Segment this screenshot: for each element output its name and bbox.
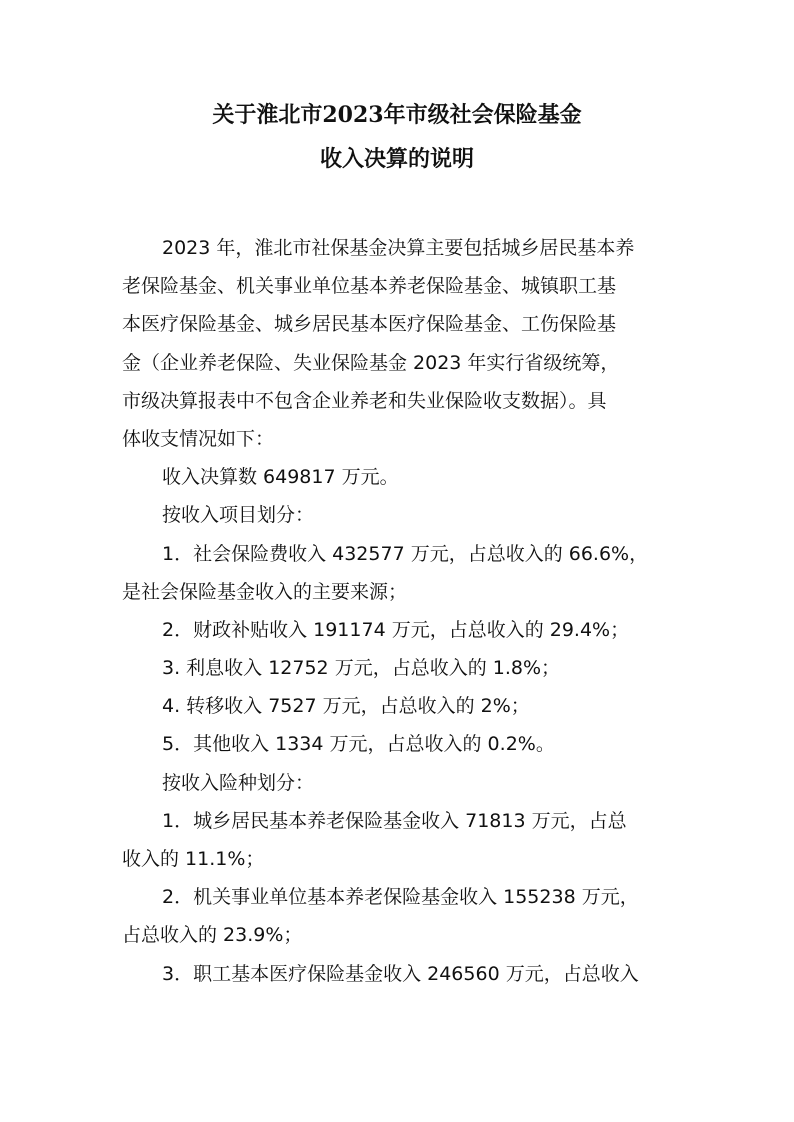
by-type-list-item: [122, 878, 682, 954]
intro-line: 2023 年，淮北市社保基金决算主要包括城乡居民基本养: [162, 237, 635, 259]
list-item-line: 2．机关事业单位基本养老保险基金收入 155238 万元，: [162, 886, 639, 909]
by-type-list-item: [122, 955, 682, 993]
intro-line: 金（企业养老保险、失业保险基金 2023 年实行省级统筹，: [122, 351, 620, 374]
list-item-line: 1．社会保险费收入 432577 万元，占总收入的 66.6%，: [162, 542, 649, 565]
intro-paragraph: [122, 229, 682, 458]
intro-line: 老保险基金、机关事业单位基本养老保险基金、城镇职工基: [122, 275, 617, 298]
page-title-line-1: 关于淮北市2023年市级社会保险基金: [212, 102, 582, 128]
list-item-line: 是社会保险基金收入的主要来源；: [122, 580, 408, 603]
intro-line: 市级决算报表中不包含企业养老和失业保险收支数据）。具: [122, 389, 607, 412]
section-heading: 按收入项目划分：: [162, 504, 315, 527]
list-item-line: 5．其他收入 1334 万元，占总收入的 0.2%。: [162, 733, 555, 756]
intro-line: 本医疗保险基金、城乡居民基本医疗保险基金、工伤保险基: [122, 313, 617, 336]
list-item-line: 收入的 11.1%；: [122, 848, 265, 870]
by-type-heading: [122, 764, 682, 802]
list-item-line: 3．职工基本医疗保险基金收入 246560 万元，占总收入: [162, 962, 639, 985]
by-type-list-item: [122, 802, 682, 878]
list-item-line: 4. 转移收入 7527 万元，占总收入的 2%；: [162, 695, 530, 718]
by-item-list-item: [122, 611, 682, 649]
by-item-list-item: [122, 535, 682, 611]
by-item-heading: [122, 496, 682, 534]
section-heading: 按收入险种划分：: [162, 771, 315, 794]
list-item-line: 2．财政补贴收入 191174 万元，占总收入的 29.4%；: [162, 618, 630, 641]
document-body: [122, 229, 682, 993]
list-item-line: 1．城乡居民基本养老保险基金收入 71813 万元，占总: [162, 809, 627, 832]
intro-line: 体收支情况如下：: [122, 427, 275, 450]
total-income-text: 收入决算数 649817 万元。: [162, 466, 399, 489]
by-item-list-item: [122, 725, 682, 763]
total-income-paragraph: [122, 458, 682, 496]
by-item-list-item: [122, 649, 682, 687]
by-item-list-item: [122, 687, 682, 725]
page-title-line-2: 收入决算的说明: [319, 146, 474, 172]
list-item-line: 3. 利息收入 12752 万元，占总收入的 1.8%；: [162, 657, 560, 680]
list-item-line: 占总收入的 23.9%；: [122, 924, 303, 947]
